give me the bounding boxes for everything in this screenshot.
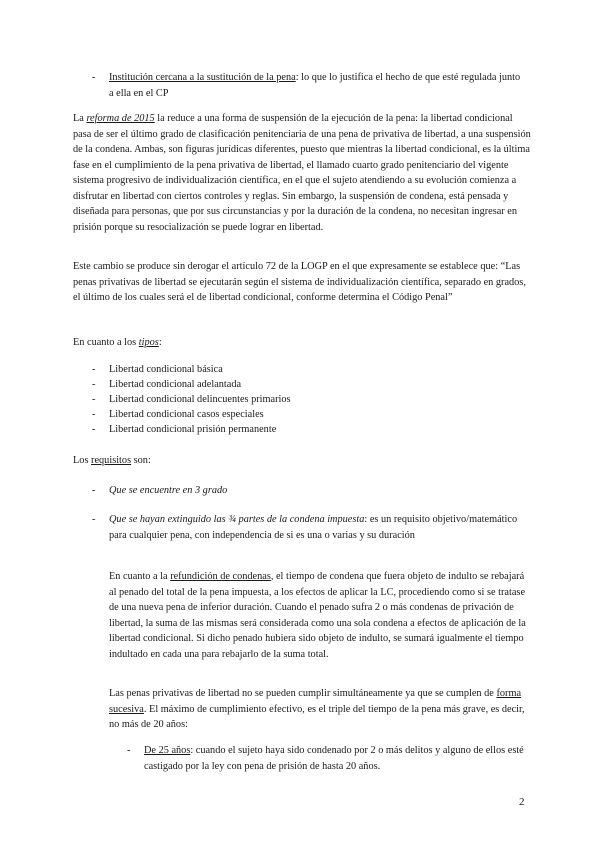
text: . El máximo de cumplimiento efectivo, es el triple del tiempo de la pena más grave, es decir, no más de 20 años:: [109, 703, 525, 730]
underlined-term: requisitos: [91, 455, 132, 466]
text: : cuando el sujeto haya sido condenado por 2 o más delitos y alguno de ellos esté castigado por la ley con pena de prisión de hasta 20 años.: [144, 745, 524, 772]
text: En cuanto a la: [109, 571, 171, 582]
bullet-dash: -: [92, 485, 96, 496]
page-number: 2: [519, 796, 525, 808]
tipo-label: Libertad condicional delincuentes primarios: [109, 394, 291, 405]
bullet-dash: -: [92, 424, 96, 435]
underlined-term: forma sucesiva: [109, 688, 522, 715]
emphasized-term: Que se hayan extinguido las ¾ partes de la condena impuesta: [109, 514, 365, 525]
list-item: [92, 70, 532, 101]
text: La: [73, 113, 87, 124]
bullet-dash: -: [92, 394, 96, 405]
tipo-label: Libertad condicional casos especiales: [109, 409, 264, 420]
text: son:: [131, 455, 151, 466]
tipo-label: Libertad condicional adelantada: [109, 379, 242, 390]
paragraph-penas: [109, 686, 529, 733]
bullet-dash: -: [92, 409, 96, 420]
text: En cuanto a los: [73, 337, 139, 348]
tipo-label: Libertad condicional prisión permanente: [109, 424, 277, 435]
list-item: [92, 407, 532, 423]
bullet-dash: -: [92, 72, 96, 83]
tipos-intro: [73, 335, 531, 351]
emphasized-term: reforma de 2015: [86, 113, 155, 124]
list-item: [92, 512, 532, 543]
list-item: [92, 362, 532, 378]
tipo-label: Libertad condicional básica: [109, 364, 223, 375]
bullet-dash: -: [127, 745, 131, 756]
text: :: [158, 337, 162, 348]
requisito-label: Que se encuentre en 3 grado: [109, 485, 228, 496]
list-item: [127, 743, 527, 774]
paragraph-cambio: Este cambio se produce sin derogar el artículo 72 de la LOGP en el que expresamente se establece que: “Las penas privativas de libertad se ejecutarán según el sistema de individualización científica, separado en grados, el último de los cuales será el de libertad condicional, conforme determina el Código Penal”: [73, 261, 526, 303]
bullet-dash: -: [92, 514, 96, 525]
text: Las penas privativas de libertad no se pueden cumplir simultáneamente ya que se cumplen de: [109, 688, 497, 699]
text: : es un requisito objetivo/matemático para cualquier pena, con independencia de si es una o varias y su duración: [109, 514, 518, 541]
list-item: [92, 377, 532, 393]
text: la reduce a una forma de suspensión de la ejecución de la pena: la libertad condicional pasa de ser el último grado de clasificación penitenciaria de una pena de privativa de libertad, a una suspensión de la condena. Ambas, son figuras jurídicas diferentes, puesto que mientras la libertad condicional, es la última fase en el cumplimiento de la pena privativa de libertad, el llamado cuarto grado penitenciario del vigente sistema progresivo de individualización científica, en el que el sujeto atendiendo a su evolución comienza a disfrutar en libertad con ciertos controles y reglas. Sin embargo, la suspensión de condena, está pensada y diseñada para personas, que por sus circunstancias y por la duración de la condena, no necesitan ingresar en prisión porque su resocialización se puede lograr en libertad.: [73, 113, 531, 233]
paragraph-refundicion: [109, 569, 529, 662]
bullet-dash: -: [92, 379, 96, 390]
bullet-dash: -: [92, 364, 96, 375]
emphasized-term: tipos: [138, 337, 159, 348]
text: : lo que lo justifica el hecho de que esté regulada junto a ella en el CP: [109, 72, 521, 99]
underlined-term: De 25 años: [144, 745, 191, 756]
underlined-term: refundición de condenas: [170, 571, 271, 582]
underlined-term: Institución cercana a la sustitución de la pena: [109, 72, 296, 83]
list-item: [92, 392, 532, 408]
list-item: [92, 422, 532, 438]
paragraph-reforma: [73, 111, 531, 235]
text: , el tiempo de condena que fuera objeto de indulto se rebajará al penado del total de la pena impuesta, a los efectos de aplicar la LC, procediendo como si se tratase de una nueva pena de inferior duración. Cuando el penado sufra 2 o más condenas de privación de libertad, la suma de las mismas será considerada como una sola condena a efectos de aplicación de la libertad condicional. Si dicho penado hubiera sido objeto de indulto, se sumará igualmente el tiempo indultado en cada una para rebajarlo de la suma total.: [109, 571, 526, 660]
text: Los: [73, 455, 92, 466]
requisitos-intro: [73, 453, 531, 469]
list-item: [92, 483, 532, 499]
